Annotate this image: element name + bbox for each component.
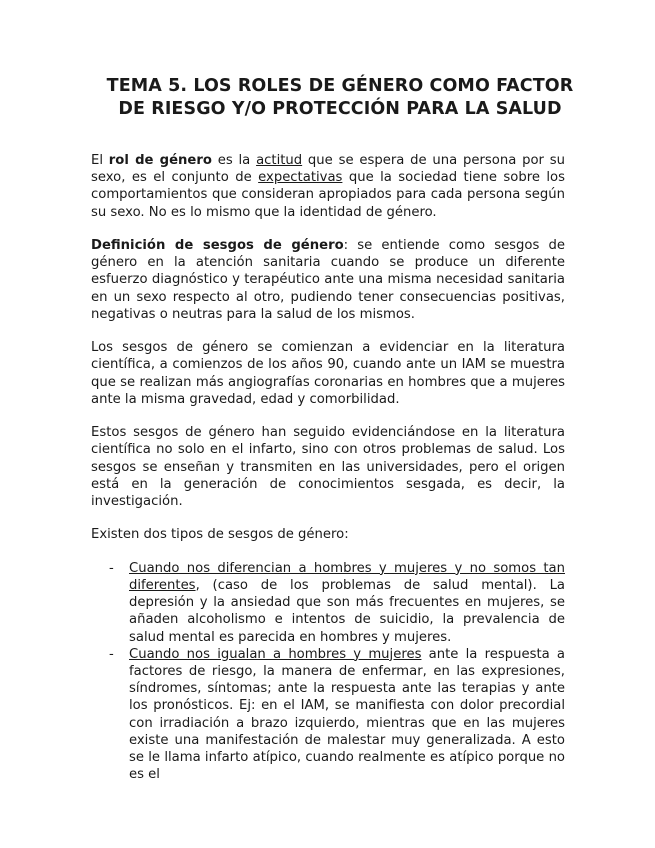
dash-bullet: - [109, 646, 114, 662]
dash-bullet: - [109, 560, 114, 576]
page-title [60, 75, 620, 121]
document-body [91, 152, 565, 783]
paragraph-rol-de-genero: El rol de género es la actitud que se espera de una persona por su sexo, es el conjunto de expectativas que la sociedad tiene sobre los comportamientos que consideran apropiados para cada persona según su sexo. No es lo mismo que la identidad de género. [91, 153, 565, 220]
paragraph-sesgos-evidencia: Estos sesgos de género han seguido evidenciándose en la literatura científica no solo en el infarto, sino con otros problemas de salud. Los sesgos se enseñan y transmiten en las universidades, pero el origen está en la generación de conocimientos sesgada, es decir, la investigación. [91, 425, 565, 510]
underlined-actitud: actitud [256, 153, 303, 168]
sesgos-list [91, 560, 565, 784]
list-item-heading: Cuando nos igualan a hombres y mujeres [129, 646, 422, 662]
list-item: - Cuando nos diferencian a hombres y mujeres y no somos tan diferentes, (caso de los problemas de salud mental). La depresión y la ansiedad que son más frecuentes en mujeres, se añaden alcoholismo e intentos de suicidio, la prevalencia de salud mental es parecida en hombres y mujeres. [109, 560, 565, 645]
list-item-heading: Cuando nos diferencian a hombres y mujeres y no somos tan diferentes [129, 560, 565, 593]
list-item: - Cuando nos igualan a hombres y mujeres ante la respuesta a factores de riesgo, la manera de enfermar, en las expresiones, síndromes, síntomas; ante la respuesta ante las terapias y ante los pronósticos. Ej: en el IAM, se manifiesta con dolor precordial con irradiación a brazo izquierdo, mientras que en las mujeres existe una manifestación de malestar muy generalizada. A esto se le llama infarto atípico, cuando realmente es atípico porque no es el [109, 646, 566, 783]
paragraph-definicion-sesgos: Definición de sesgos de género: se entiende como sesgos de género en la atención sanitaria cuando se produce un diferente esfuerzo diagnóstico y terapéutico ante una misma necesidad sanitaria en un sexo respecto al otro, pudiendo tener consecuencias positivas, negativas o neutras para la salud de los mismos. [91, 238, 566, 322]
term-rol-de-genero: rol de género [108, 153, 212, 168]
paragraph-sesgos-literatura: Los sesgos de género se comienzan a evidenciar en la literatura científica, a comienzos de los años 90, cuando ante un IAM se muestra que se realizan más angiografías coronarias en hombres que a mujeres ante la misma gravedad, edad y comorbilidad. [91, 340, 565, 407]
title-line-1: TEMA 5. LOS ROLES DE GÉNERO COMO FACTOR [106, 76, 574, 96]
underlined-expectativas: expectativas [258, 170, 343, 186]
term-definicion-sesgos: Definición de sesgos de género [91, 238, 344, 253]
title-line-2: DE RIESGO Y/O PROTECCIÓN PARA LA SALUD [118, 99, 562, 119]
paragraph-tipos-intro: Existen dos tipos de sesgos de género: [91, 527, 349, 543]
